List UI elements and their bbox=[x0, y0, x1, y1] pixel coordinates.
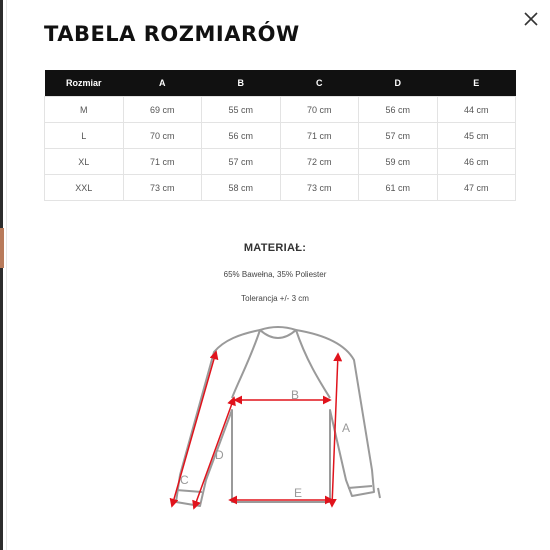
table-cell: 73 cm bbox=[280, 175, 359, 201]
table-cell: 69 cm bbox=[123, 97, 202, 123]
table-cell: 57 cm bbox=[359, 123, 438, 149]
material-composition: 65% Bawełna, 35% Poliester bbox=[223, 270, 327, 279]
table-cell: 70 cm bbox=[280, 97, 359, 123]
close-button[interactable] bbox=[520, 8, 542, 30]
table-cell: 61 cm bbox=[359, 175, 438, 201]
table-cell: XL bbox=[45, 149, 124, 175]
table-cell: 71 cm bbox=[280, 123, 359, 149]
table-cell: 56 cm bbox=[202, 123, 281, 149]
page-title: TABELA ROZMIARÓW bbox=[44, 22, 300, 46]
label-d: D bbox=[215, 448, 224, 462]
table-cell: 71 cm bbox=[123, 149, 202, 175]
arrow-c bbox=[172, 352, 216, 506]
measurement-arrows bbox=[172, 352, 338, 508]
sweatshirt-outline bbox=[176, 327, 380, 506]
table-cell: 72 cm bbox=[280, 149, 359, 175]
header-c: C bbox=[280, 70, 359, 97]
header-e: E bbox=[437, 70, 516, 97]
label-b: B bbox=[291, 388, 300, 402]
table-cell: 56 cm bbox=[359, 97, 438, 123]
header-a: A bbox=[123, 70, 202, 97]
table-cell: XXL bbox=[45, 175, 124, 201]
label-a: A bbox=[342, 421, 351, 435]
table-cell: L bbox=[45, 123, 124, 149]
table-cell: 73 cm bbox=[123, 175, 202, 201]
table-cell: 57 cm bbox=[202, 149, 281, 175]
header-b: B bbox=[202, 70, 281, 97]
size-table-header bbox=[45, 70, 516, 97]
tolerance-note: Tolerancja +/- 3 cm bbox=[241, 294, 309, 303]
table-row bbox=[45, 149, 516, 175]
material-title: MATERIAŁ: bbox=[243, 242, 307, 254]
table-cell: 47 cm bbox=[437, 175, 516, 201]
close-icon bbox=[520, 8, 542, 30]
sweatshirt-measurement-diagram bbox=[160, 320, 405, 520]
table-cell: 44 cm bbox=[437, 97, 516, 123]
table-cell: M bbox=[45, 97, 124, 123]
label-c: C bbox=[180, 473, 189, 487]
size-table bbox=[44, 70, 516, 201]
table-row bbox=[45, 123, 516, 149]
table-row bbox=[45, 97, 516, 123]
table-row bbox=[45, 175, 516, 201]
arrow-a bbox=[332, 354, 338, 506]
table-cell: 70 cm bbox=[123, 123, 202, 149]
arrow-d bbox=[194, 398, 234, 508]
table-cell: 46 cm bbox=[437, 149, 516, 175]
header-size: Rozmiar bbox=[45, 70, 124, 97]
header-d: D bbox=[359, 70, 438, 97]
table-cell: 59 cm bbox=[359, 149, 438, 175]
table-cell: 55 cm bbox=[202, 97, 281, 123]
table-cell: 58 cm bbox=[202, 175, 281, 201]
table-cell: 45 cm bbox=[437, 123, 516, 149]
label-e: E bbox=[294, 486, 303, 500]
